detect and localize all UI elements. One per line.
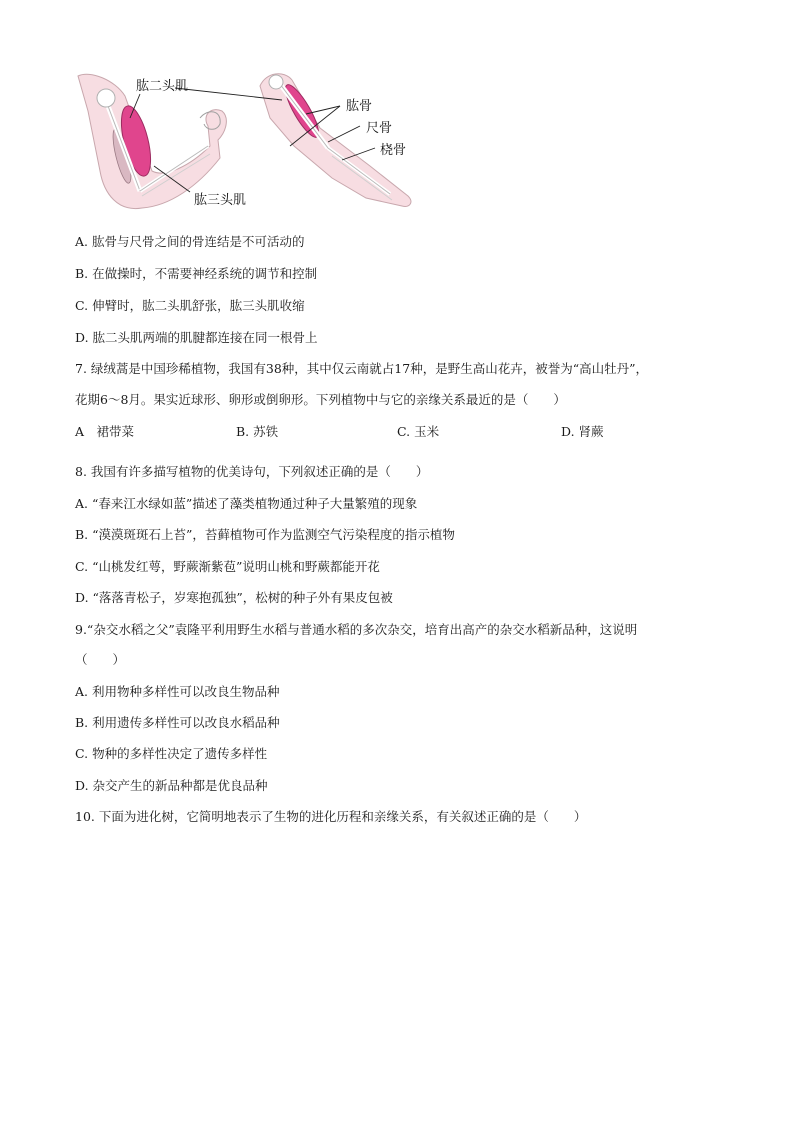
q7-option-b: B. 苏铁 [236,424,279,439]
label-humerus: 肱骨 [346,99,373,114]
q8-stem: 8. 我国有许多描写植物的优美诗句，下列叙述正确的是（ ） [75,464,429,479]
flexed-arm-illustration [78,74,226,208]
label-ulna: 尺骨 [366,121,393,136]
q7-stem-line2: 花期6～8月。果实近球形、卵形或倒卵形。下列植物中与它的亲缘关系最近的是（ ） [75,392,566,407]
q7-option-c: C. 玉米 [397,424,440,439]
q7-options [75,424,735,440]
q6-option-d: D. 肱二头肌两端的肌腱都连接在同一根骨上 [75,330,318,345]
q6-option-b: B. 在做操时，不需要神经系统的调节和控制 [75,266,318,281]
q9-stem-line2: （ ） [75,652,126,667]
q8-option-c: C. “山桃发红萼，野蕨渐紫苞”说明山桃和野蕨都能开花 [75,559,380,574]
q10-stem: 10. 下面为进化树，它简明地表示了生物的进化历程和亲缘关系，有关叙述正确的是（ ） [75,809,587,824]
q7-option-a: A 裙带菜 [75,424,135,439]
arm-muscle-figure [70,66,420,216]
q6-option-a: A. 肱骨与尺骨之间的骨连结是不可活动的 [75,234,305,249]
q8-option-b: B. “漠漠斑斑石上苔”，苔藓植物可作为监测空气污染程度的指示植物 [75,527,455,542]
q9-option-a: A. 利用物种多样性可以改良生物品种 [75,684,280,699]
extended-arm-illustration [260,74,411,207]
label-triceps: 肱三头肌 [194,193,247,208]
q9-option-d: D. 杂交产生的新品种都是优良品种 [75,778,268,793]
q7-stem-line1: 7. 绿绒蒿是中国珍稀植物，我国有38种，其中仅云南就占17种，是野生高山花卉，被誉为“高山牡丹”， [75,361,648,376]
label-biceps: 肱二头肌 [136,79,189,94]
q8-option-a: A. “春来江水绿如蓝”描述了藻类植物通过种子大量繁殖的现象 [75,496,418,511]
q9-option-c: C. 物种的多样性决定了遗传多样性 [75,746,268,761]
q6-option-c: C. 伸臂时，肱二头肌舒张，肱三头肌收缩 [75,298,305,313]
q8-option-d: D. “落落青松子，岁寒抱孤独”，松树的种子外有果皮包被 [75,590,393,605]
q9-option-b: B. 利用遗传多样性可以改良水稻品种 [75,715,280,730]
label-radius: 桡骨 [380,143,407,158]
q9-stem-line1: 9.“杂交水稻之父”袁隆平利用野生水稻与普通水稻的多次杂交，培育出高产的杂交水稻新品种，这说明 [75,622,638,637]
q7-option-d: D. 肾蕨 [561,424,604,439]
